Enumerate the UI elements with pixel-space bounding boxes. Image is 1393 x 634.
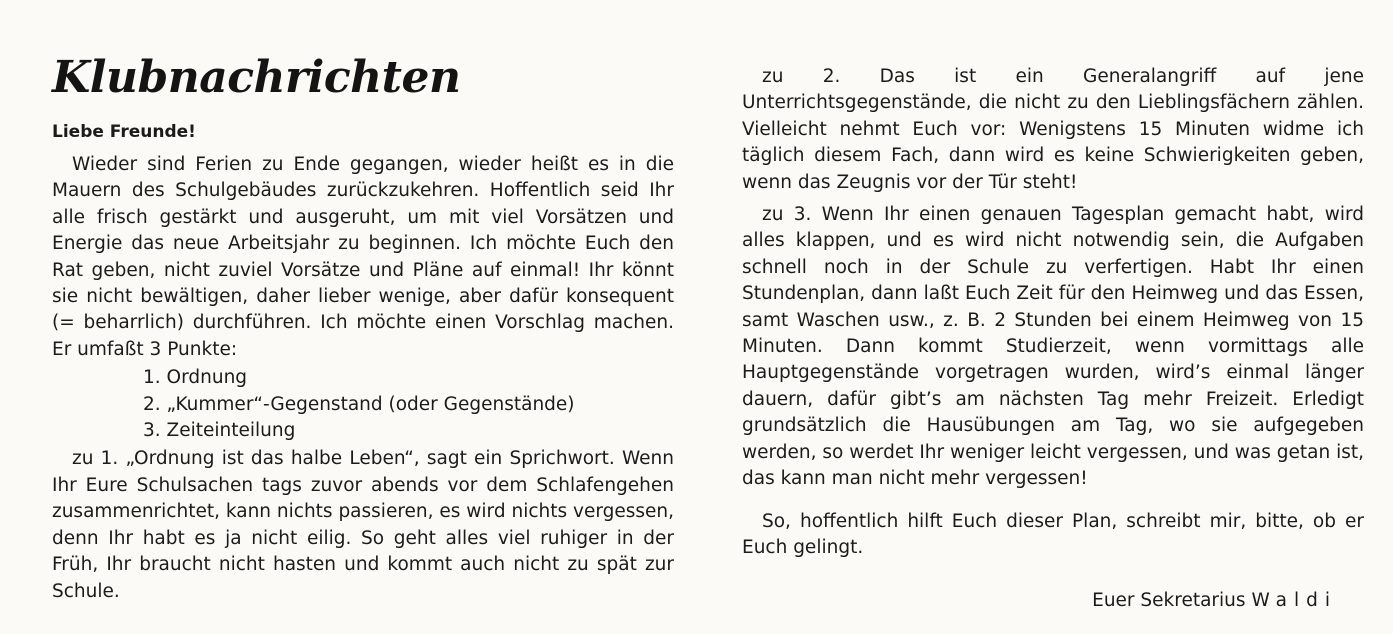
- page-title: Klubnachrichten: [52, 52, 461, 103]
- point3-paragraph: zu 3. Wenn Ihr einen genauen Tagesplan gemacht habt, wird alles klappen, und es wird nicht notwendig sein, die Aufgaben schnell noch in der Schule zu verfertigen. Habt Ihr einen Stundenplan, dann laßt Euch Zeit für den Heimweg und das Essen, samt Waschen usw., z. B. 2 Stunden bei einem Heimweg von 15 Minuten. Dann kommt Studierzeit, wenn vormittags alle Hauptgegenstände vorgetragen wurden, wird’s einmal länger dauern, dafür gibt’s am nächsten Tag mehr Freizeit. Erledigt grundsätzlich die Hausübungen am Tag, wo sie aufgegeben werden, so werdet Ihr weniger leicht vergessen, und was getan ist, das kann man nicht mehr vergessen!: [742, 204, 1364, 490]
- points-list: [52, 365, 674, 444]
- list-item: 1. Ordnung: [143, 367, 248, 389]
- signoff-name: Waldi: [1251, 590, 1337, 611]
- list-item: 3. Zeiteinteilung: [143, 420, 296, 442]
- list-item: 2. „Kummer“-Gegenstand (oder Gegenstände): [143, 393, 575, 415]
- left-column: [52, 152, 674, 605]
- greeting: Liebe Freunde!: [52, 122, 196, 142]
- signoff-prefix: Euer Sekretarius: [1092, 590, 1246, 611]
- closing-paragraph: So, hoffentlich hilft Euch dieser Plan, schreibt mir, bitte, ob er Euch gelingt.: [742, 510, 1364, 558]
- signoff: [1092, 588, 1337, 614]
- point1-paragraph: zu 1. „Ordnung ist das halbe Leben“, sagt ein Sprichwort. Wenn Ihr Eure Schulsachen tags zuvor abends vor dem Schlafengehen zusammenrichtet, kann nichts passieren, es wird nichts vergessen, denn Ihr habt es ja nicht eilig. So geht alles viel ruhiger in der Früh, Ihr braucht nicht hasten und kommt auch nicht zu spät zur Schule.: [52, 448, 674, 602]
- right-column: [742, 64, 1364, 561]
- point2-paragraph: zu 2. Das ist ein Generalangriff auf jene Unterrichtsgegenstände, die nicht zu den Lieblingsfächern zählen. Vielleicht nehmt Euch vor: Wenigstens 15 Minuten widme ich täglich diesem Fach, dann wird es keine Schwierigkeiten geben, wenn das Zeugnis vor der Tür steht!: [742, 66, 1364, 193]
- intro-paragraph: Wieder sind Ferien zu Ende gegangen, wieder heißt es in die Mauern des Schulgebäudes zurückzukehren. Hoffentlich seid Ihr alle frisch gestärkt und ausgeruht, um mit viel Vorsätzen und Energie das neue Arbeitsjahr zu beginnen. Ich möchte Euch den Rat geben, nicht zuviel Vorsätze und Pläne auf einmal! Ihr könnt sie nicht bewältigen, daher lieber wenige, aber dafür konsequent (= beharrlich) durchführen. Ich möchte einen Vorschlag machen. Er umfaßt 3 Punkte:: [52, 154, 674, 360]
